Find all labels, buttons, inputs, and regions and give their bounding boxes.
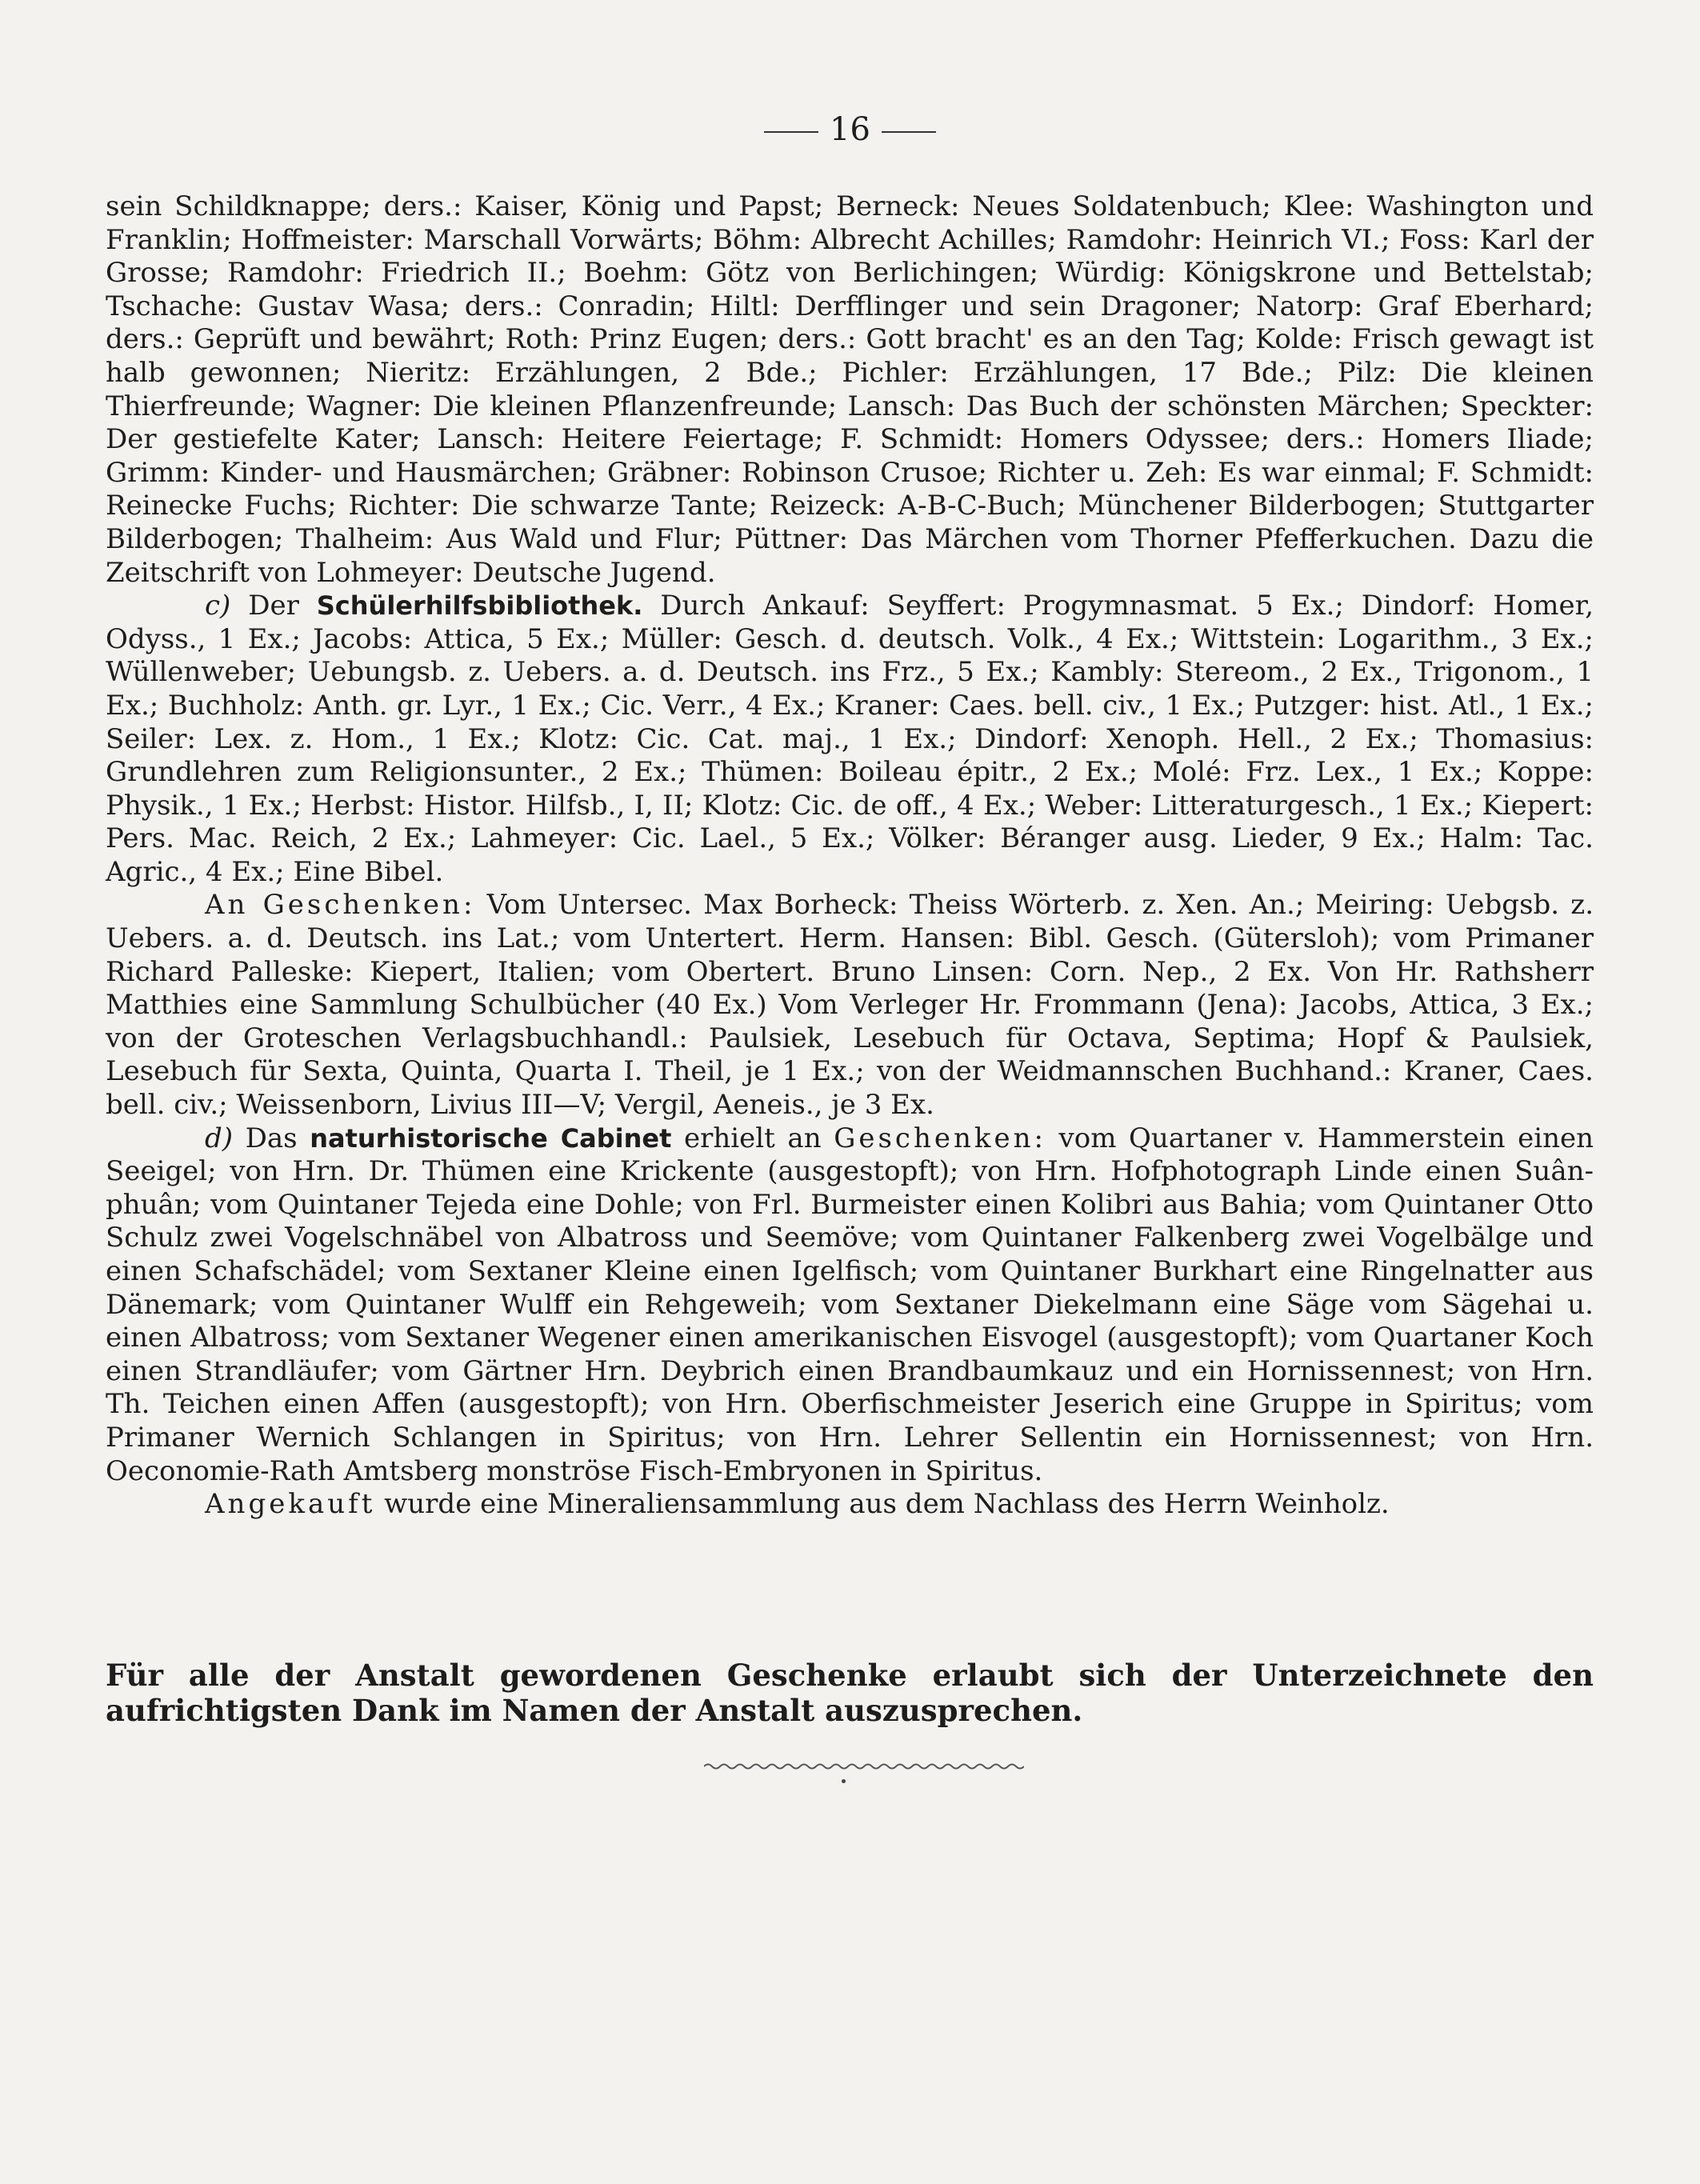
section-c-text: Durch Ankauf: Seyffert: Progymnasmat. 5 Ex.; Dindorf: Homer, Odyss., 1 Ex.; Jacobs: Attica, 5 Ex.; Müller: Gesch. d. deutsch. Volk., 4 Ex.; Wittstein: Logarithm., 3 Ex.; Wüllenweber; Uebungsb. z. Uebers. a. d. Deutsch. ins Frz., 5 Ex.; Kambly: Stereom., 2 Ex., Trigonom., 1 Ex.; Buchholz: Anth. gr. Lyr., 1 Ex.; Cic. Verr., 4 Ex.; Kraner: Caes. bell. civ., 1 Ex.; Putzger: hist. Atl., 1 Ex.; Seiler: Lex. z. Hom., 1 Ex.; Klotz: Cic. Cat. maj., 1 Ex.; Dindorf: Xenoph. Hell., 2 Ex.; Thomasius: Grundlehren zum Religionsunter., 2 Ex.; Thümen: Boileau épitr., 2 Ex.; Molé: Frz. Lex., 1 Ex.; Koppe: Physik., 1 Ex.; Herbst: Histor. Hilfsb., I, II; Klotz: Cic. de off., 4 Ex.; Weber: Litteraturgesch., 1 Ex.; Kiepert: Pers. Mac. Reich, 2 Ex.; Lahmeyer: Cic. Lael., 5 Ex.; Völker: Béranger ausg. Lieder, 9 Ex.; Halm: Tac. Agric., 4 Ex.; Eine Bibel.: [106, 590, 1594, 888]
header-right-rule: [882, 131, 936, 133]
section-d-article: Das: [245, 1122, 298, 1154]
end-ornament-rule: [704, 1760, 1024, 1773]
closing-statement: Für alle der Anstalt gewordenen Geschenke erlaubt sich der Unterzeichnete den aufrichtigsten Dank im Namen der Anstalt auszusprechen.: [106, 1658, 1594, 1728]
section-heading-schuelerhilfsbibliothek: Schülerhilfsbibliothek.: [316, 590, 643, 622]
ornament-dot: [842, 1779, 846, 1783]
section-c-article: Der: [248, 590, 299, 622]
section-label-d: d): [205, 1122, 234, 1154]
section-d-text: vom Quartaner v. Hammerstein einen Seeigel; von Hrn. Dr. Thümen eine Krickente (ausgestopft); von Hrn. Hofphotograph Linde einen Suân-phuân; vom Quintaner Tejeda eine Dohle; von Frl. Burmeister einen Kolibri aus Bahia; vom Quintaner Otto Schulz zwei Vogelschnäbel von Albatross und Seemöve; vom Quintaner Falkenberg zwei Vogelbälge und einen Schafschädel; vom Sextaner Kleine einen Igelfisch; vom Quintaner Burkhart eine Ringelnatter aus Dänemark; vom Quintaner Wulff ein Rehgeweih; vom Sextaner Diekelmann eine Säge vom Sägehai u. einen Albatross; vom Sextaner Wegener einen amerikanischen Eisvogel (ausgestopft); vom Quartaner Koch einen Strandläufer; vom Gärtner Hrn. Deybrich einen Brandbaumkauz und ein Hornissennest; von Hrn. Th. Teichen einen Affen (ausgestopft); von Hrn. Oberfischmeister Jeserich eine Gruppe in Spiritus; vom Primaner Wernich Schlangen in Spiritus; von Hrn. Lehrer Sellentin ein Hornissennest; von Hrn. Oeconomie-Rath Amtsberg monströse Fisch-Embryonen in Spiritus.: [106, 1122, 1594, 1487]
body-text: [106, 190, 1594, 1522]
geschenke-text: Vom Untersec. Max Borheck: Theiss Wörterb. z. Xen. An.; Meiring: Uebgsb. z. Uebers. a. d. Deutsch. ins Lat.; vom Untertert. Herm. Hansen: Bibl. Gesch. (Gütersloh); vom Primaner Richard Palleske: Kiepert, Italien; vom Obertert. Bruno Linsen: Corn. Nep., 2 Ex. Von Hr. Rathsherr Matthies eine Sammlung Schulbücher (40 Ex.) Vom Verleger Hr. Frommann (Jena): Jacobs, Attica, 3 Ex.; von der Groteschen Verlagsbuchhandl.: Paulsiek, Lesebuch für Octava, Septima; Hopf & Paulsiek, Lesebuch für Sexta, Quinta, Quarta I. Theil, je 1 Ex.; von der Weidmannschen Buchhand.: Kraner, Caes. bell. civ.; Weissenborn, Livius III—V; Vergil, Aeneis., je 3 Ex.: [106, 889, 1594, 1122]
page-header: [0, 110, 1700, 149]
spaced-label-geschenken: An Geschenken:: [205, 889, 476, 922]
section-label-c: c): [205, 590, 231, 622]
spaced-label-angekauft: Angekauft: [205, 1488, 376, 1521]
paragraph-book-list: sein Schildknappe; ders.: Kaiser, König und Papst; Berneck: Neues Soldatenbuch; Klee: Washington und Franklin; Hoffmeister: Marschall Vorwärts; Böhm: Albrecht Achilles; Ramdohr: Heinrich VI.; Foss: Karl der Grosse; Ramdohr: Friedrich II.; Boehm: Götz von Berlichingen; Würdig: Königskrone und Bettelstab; Tschache: Gustav Wasa; ders.: Conradin; Hiltl: Derfflinger und sein Dragoner; Natorp: Graf Eberhard; ders.: Geprüft und bewährt; Roth: Prinz Eugen; ders.: Gott bracht' es an den Tag; Kolde: Frisch gewagt ist halb gewonnen; Nieritz: Erzählungen, 2 Bde.; Pichler: Erzählungen, 17 Bde.; Pilz: Die kleinen Thierfreunde; Wagner: Die kleinen Pflanzenfreunde; Lansch: Das Buch der schönsten Märchen; Speckter: Der gestiefelte Kater; Lansch: Heitere Feiertage; F. Schmidt: Homers Odyssee; ders.: Homers Iliade; Grimm: Kinder- und Hausmärchen; Gräbner: Robinson Crusoe; Richter u. Zeh: Es war einmal; F. Schmidt: Reinecke Fuchs; Richter: Die schwarze Tante; Reizeck: A-B-C-Buch; Münchener Bilderbogen; Stuttgarter Bilderbogen; Thalheim: Aus Wald und Flur; Püttner: Das Märchen vom Thorner Pfefferkuchen. Dazu die Zeitschrift von Lohmeyer: Deutsche Jugend.: [106, 190, 1594, 589]
spaced-label-geschenken-d: Geschenken:: [834, 1122, 1046, 1154]
paragraph-naturhistorische-cabinet: [106, 1122, 1594, 1489]
section-d-verb: erhielt an: [684, 1122, 822, 1154]
paragraph-angekauft: [106, 1488, 1594, 1522]
page-number: 16: [830, 111, 870, 148]
paragraph-schuelerhilfsbibliothek: [106, 590, 1594, 889]
header-left-rule: [764, 131, 818, 133]
angekauft-text: wurde eine Mineraliensammlung aus dem Nachlass des Herrn Weinholz.: [384, 1488, 1390, 1521]
section-heading-naturhistorische-cabinet: naturhistorische Cabinet: [310, 1122, 672, 1154]
paragraph-geschenke: [106, 889, 1594, 1122]
